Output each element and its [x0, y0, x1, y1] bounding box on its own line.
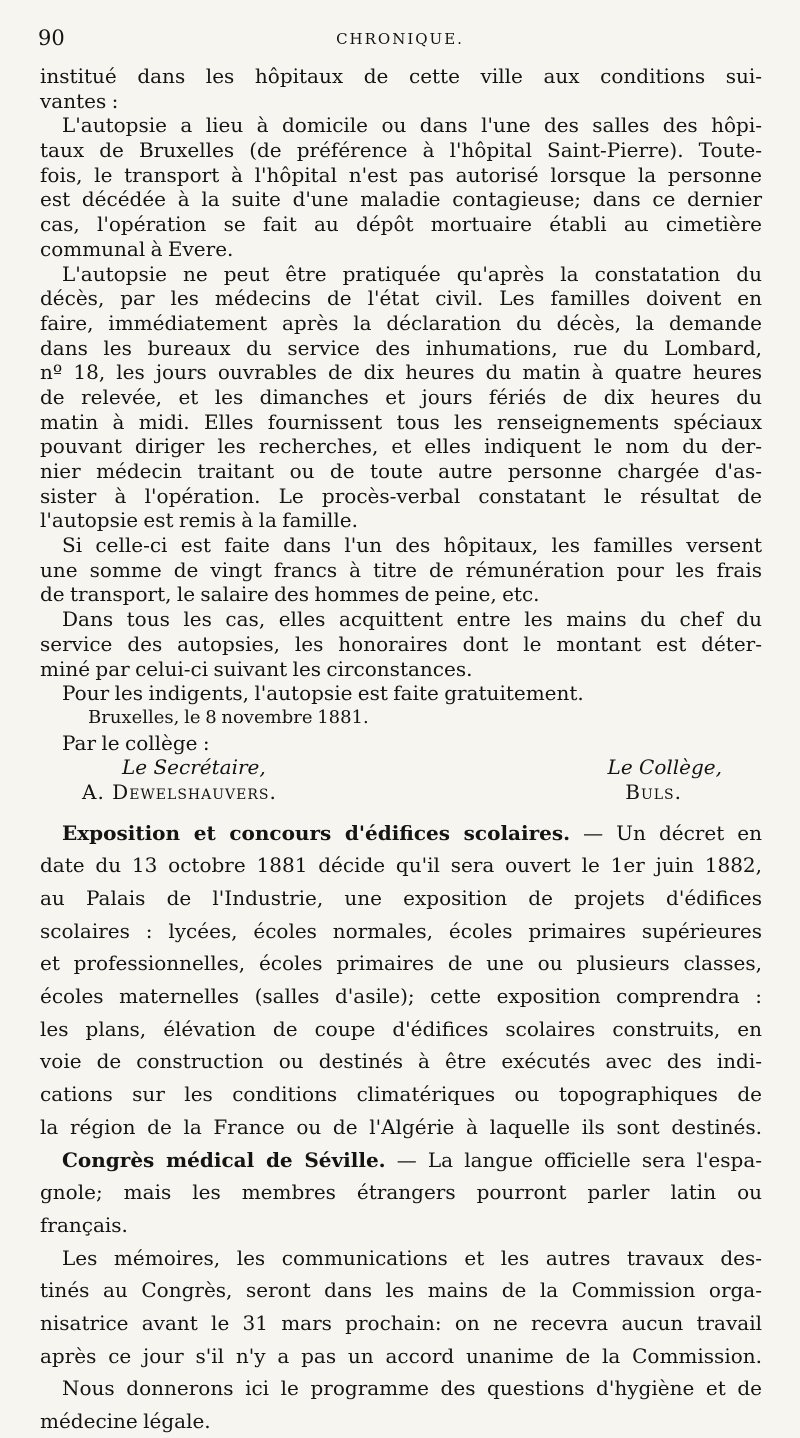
text-line: après ce jour s'il n'y a pas un accord unanime de la Commission. [40, 1343, 762, 1368]
text-line: est décédée à la suite d'une maladie contagieuse; dans ce dernier [40, 187, 762, 212]
text-line: une somme de vingt francs à titre de rémunération pour les frais [40, 557, 762, 582]
signature-right-name: Buls. [625, 779, 682, 804]
page-body [40, 64, 762, 1438]
text-line: nier médecin traitant ou de toute autre personne chargée d'as- [40, 459, 762, 483]
section-heading: Congrès médical de Séville. [62, 1147, 386, 1172]
paragraph-frais [40, 533, 762, 607]
text-line [40, 1144, 762, 1177]
text-line: de relevée, et les dimanches et jours fériés de dix heures du [40, 384, 762, 409]
text-line: pouvant diriger les recherches, et elles indiquent le nom du der- [40, 434, 762, 459]
text-line: communal à Evere. [40, 236, 234, 261]
text-line: miné par celui-ci suivant les circonstances. [40, 656, 473, 681]
text-line: médecine légale. [40, 1409, 211, 1433]
section-exposition [40, 817, 762, 1144]
text-line [40, 817, 762, 850]
heading-continuation: — Un décret en [583, 820, 762, 845]
signature-titles [40, 755, 762, 780]
text-line: L'autopsie a lieu à domicile ou dans l'une des salles des hôpi- [62, 113, 762, 138]
text-line: scolaires : lycées, écoles normales, écoles primaires supérieures [40, 918, 762, 943]
text-line: Si celle-ci est faite dans l'un des hôpitaux, les familles versent [62, 533, 762, 558]
text-line: matin à midi. Elles fournissent tous les renseignements spéciaux [40, 409, 762, 434]
section-seville [40, 1144, 762, 1242]
text-line: fois, le transport à l'hôpital n'est pas autorisé lorsque la personne [40, 162, 762, 187]
heading-continuation: — La langue officielle sera l'espa- [396, 1147, 763, 1172]
section-heading: Exposition et concours d'édifices scolaires. [62, 820, 571, 845]
paragraph-autopsie-lieu [40, 113, 762, 261]
paragraph-indigents [40, 681, 762, 706]
text-line: vantes : [40, 88, 119, 113]
text-line: cations sur les conditions climatériques ou topographiques de [40, 1082, 762, 1107]
text-line: Pour les indigents, l'autopsie est faite gratuitement. [62, 681, 584, 706]
signature-right-title: Le Collège, [607, 755, 722, 780]
text-line: date du 13 octobre 1881 décide qu'il sera ouvert le 1er juin 1882, [40, 853, 762, 878]
text-line: faire, immédiatement après la déclaration du décès, la demande [40, 310, 762, 335]
par-le-college: Par le collège : [62, 730, 210, 755]
text-line: institué dans les hôpitaux de cette ville aux conditions sui- [40, 64, 762, 88]
text-line: L'autopsie ne peut être pratiquée qu'après la constatation du [62, 261, 762, 286]
running-head: CHRONIQUE. [336, 30, 464, 48]
text-line: et professionnelles, écoles primaires de une ou plusieurs classes, [40, 951, 762, 976]
text-line: sister à l'opération. Le procès-verbal constatant le résultat de [40, 483, 762, 508]
page-number: 90 [38, 26, 65, 50]
text-line: au Palais de l'Industrie, une exposition de projets d'édifices [40, 886, 762, 910]
text-line: taux de Bruxelles (de préférence à l'hôpital Saint-Pierre). Toute- [40, 138, 762, 163]
text-line: gnole; mais les membres étrangers pourront parler latin ou [40, 1180, 762, 1205]
paragraph-memoires [40, 1242, 762, 1373]
text-line: Les mémoires, les communications et les autres travaux des- [62, 1245, 762, 1270]
text-line: Nous donnerons ici le programme des questions d'hygiène et de [62, 1376, 762, 1401]
section-gap [40, 805, 762, 817]
text-line: la région de la France ou de l'Algérie à laquelle ils sont destinés. [40, 1114, 762, 1139]
text-line: écoles maternelles (salles d'asile); cette exposition comprendra : [40, 984, 762, 1009]
signature-left-title: Le Secrétaire, [122, 755, 266, 780]
text-line: cas, l'opération se fait au dépôt mortuaire établi au cimetière [40, 212, 762, 237]
text-line: l'autopsie est remis à la famille. [40, 508, 358, 533]
signature-names [40, 780, 762, 805]
text-line: Dans tous les cas, elles acquittent entre les mains du chef du [62, 607, 762, 632]
page-header [0, 26, 800, 56]
text-line: voie de construction ou destinés à être exécutés avec des indi- [40, 1049, 762, 1074]
text-line: français. [40, 1212, 128, 1237]
signature-left-name: A. Dewelshauvers. [82, 779, 277, 804]
paragraph-constatation [40, 262, 762, 534]
paragraph-intro [40, 64, 762, 113]
text-line: les plans, élévation de coupe d'édifices scolaires construits, en [40, 1016, 762, 1041]
text-line: tinés au Congrès, seront dans les mains de la Commission orga- [40, 1278, 762, 1303]
text-line: de transport, le salaire des hommes de peine, etc. [40, 582, 540, 607]
text-line: dans les bureaux du service des inhumations, rue du Lombard, [40, 335, 762, 360]
paragraph-honoraires [40, 607, 762, 681]
dateline: Bruxelles, le 8 novembre 1881. [88, 706, 369, 728]
text-line: nisatrice avant le 31 mars prochain: on ne recevra aucun travail [40, 1310, 762, 1335]
paragraph-programme [40, 1372, 762, 1437]
text-line: décès, par les médecins de l'état civil. Les familles doivent en [40, 286, 762, 311]
text-line: nº 18, les jours ouvrables de dix heures du matin à quatre heures [40, 360, 762, 385]
text-line: service des autopsies, les honoraires dont le montant est déter- [40, 631, 762, 656]
